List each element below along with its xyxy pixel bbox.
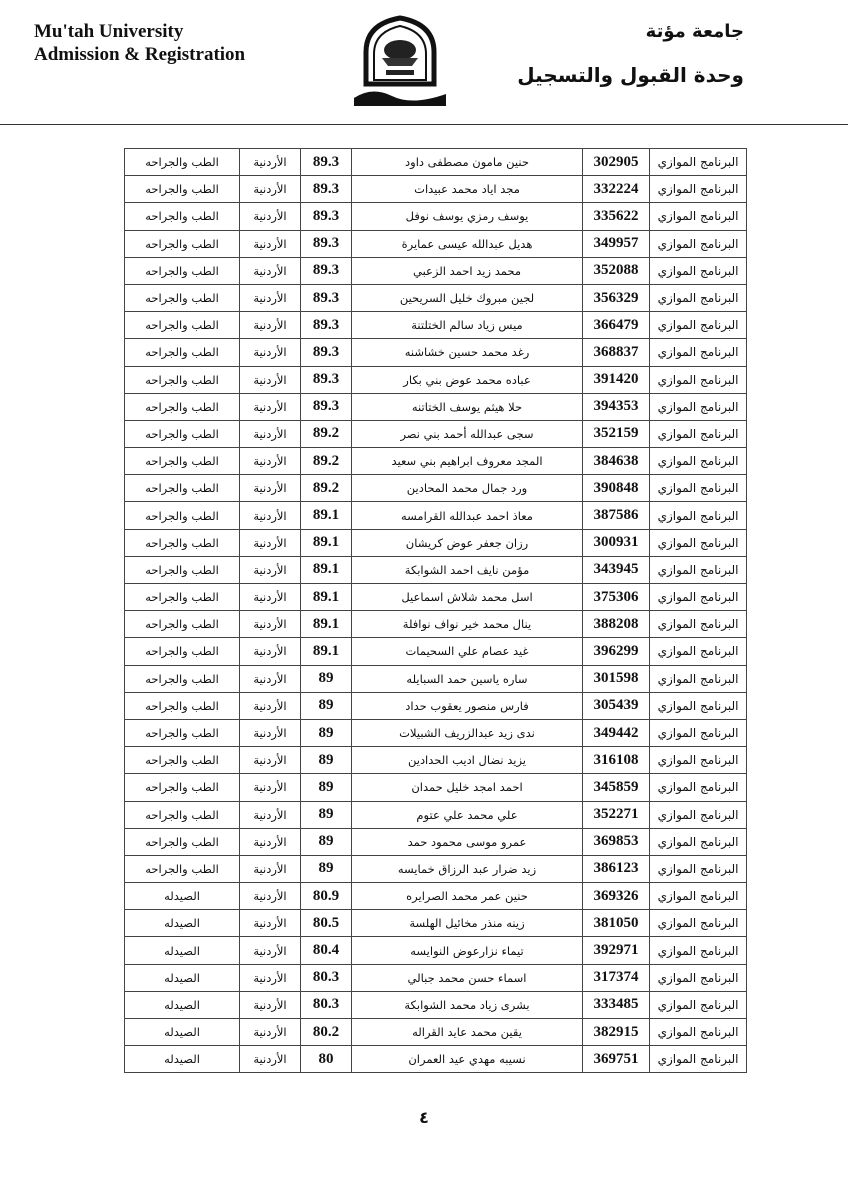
- cell-id: 352271: [583, 801, 650, 828]
- cell-program: البرنامج الموازي: [650, 774, 747, 801]
- cell-name: يقين محمد عايد القراله: [352, 1019, 583, 1046]
- cell-name: نسيبه مهدي عيد العمران: [352, 1046, 583, 1073]
- cell-program: البرنامج الموازي: [650, 203, 747, 230]
- cell-name: زيد ضرار عبد الرزاق خمايسه: [352, 855, 583, 882]
- cell-major: الطب والجراحه: [125, 339, 240, 366]
- cell-id: 392971: [583, 937, 650, 964]
- cell-name: زينه منذر مخائيل الهلسة: [352, 910, 583, 937]
- cell-program: البرنامج الموازي: [650, 366, 747, 393]
- cell-program: البرنامج الموازي: [650, 556, 747, 583]
- cell-name: حنين عمر محمد الصرايره: [352, 883, 583, 910]
- page-number: ٤: [419, 1108, 429, 1127]
- header-english: [34, 20, 245, 66]
- cell-major: الطب والجراحه: [125, 257, 240, 284]
- cell-name: محمد زيد احمد الزعبي: [352, 257, 583, 284]
- cell-major: الصيدله: [125, 991, 240, 1018]
- table-row: [125, 393, 747, 420]
- cell-average: 89.3: [301, 366, 352, 393]
- cell-id: 301598: [583, 665, 650, 692]
- table-row: [125, 1046, 747, 1073]
- cell-id: 390848: [583, 475, 650, 502]
- cell-program: البرنامج الموازي: [650, 284, 747, 311]
- cell-major: الصيدله: [125, 910, 240, 937]
- cell-nationality: الأردنية: [240, 692, 301, 719]
- unit-name-ar: وحدة القبول والتسجيل: [517, 63, 744, 87]
- cell-program: البرنامج الموازي: [650, 747, 747, 774]
- table-row: [125, 611, 747, 638]
- cell-id: 352088: [583, 257, 650, 284]
- cell-program: البرنامج الموازي: [650, 149, 747, 176]
- table-row: [125, 584, 747, 611]
- cell-name: اسماء حسن محمد جبالي: [352, 964, 583, 991]
- table-row: [125, 257, 747, 284]
- university-logo: [352, 14, 448, 114]
- cell-id: 387586: [583, 502, 650, 529]
- cell-name: ميس زياد سالم الختلتنة: [352, 312, 583, 339]
- cell-id: 368837: [583, 339, 650, 366]
- table-row: [125, 692, 747, 719]
- cell-id: 384638: [583, 448, 650, 475]
- cell-id: 369326: [583, 883, 650, 910]
- cell-id: 396299: [583, 638, 650, 665]
- cell-program: البرنامج الموازي: [650, 964, 747, 991]
- cell-nationality: الأردنية: [240, 284, 301, 311]
- cell-nationality: الأردنية: [240, 1046, 301, 1073]
- cell-name: غيد عصام علي السحيمات: [352, 638, 583, 665]
- cell-program: البرنامج الموازي: [650, 584, 747, 611]
- admission-table: [124, 148, 747, 1073]
- cell-name: حنين مامون مصطفى داود: [352, 149, 583, 176]
- cell-major: الطب والجراحه: [125, 719, 240, 746]
- cell-program: البرنامج الموازي: [650, 719, 747, 746]
- cell-program: البرنامج الموازي: [650, 665, 747, 692]
- header-divider: [0, 124, 848, 125]
- cell-nationality: الأردنية: [240, 828, 301, 855]
- table-row: [125, 774, 747, 801]
- cell-program: البرنامج الموازي: [650, 692, 747, 719]
- cell-nationality: الأردنية: [240, 529, 301, 556]
- cell-program: البرنامج الموازي: [650, 475, 747, 502]
- cell-name: فارس منصور يعقوب حداد: [352, 692, 583, 719]
- university-name-en: Mu'tah University: [34, 21, 184, 42]
- cell-major: الصيدله: [125, 1019, 240, 1046]
- cell-nationality: الأردنية: [240, 230, 301, 257]
- unit-name-en: Admission & Registration: [34, 44, 246, 65]
- cell-major: الطب والجراحه: [125, 529, 240, 556]
- cell-major: الصيدله: [125, 883, 240, 910]
- cell-major: الطب والجراحه: [125, 638, 240, 665]
- cell-id: 352159: [583, 420, 650, 447]
- cell-id: 369751: [583, 1046, 650, 1073]
- table-row: [125, 883, 747, 910]
- cell-program: البرنامج الموازي: [650, 937, 747, 964]
- cell-average: 89.3: [301, 339, 352, 366]
- cell-average: 89: [301, 747, 352, 774]
- table-row: [125, 502, 747, 529]
- cell-id: 317374: [583, 964, 650, 991]
- table-row: [125, 964, 747, 991]
- cell-name: عمرو موسى محمود حمد: [352, 828, 583, 855]
- cell-nationality: الأردنية: [240, 448, 301, 475]
- cell-nationality: الأردنية: [240, 937, 301, 964]
- table-row: [125, 284, 747, 311]
- cell-major: الطب والجراحه: [125, 665, 240, 692]
- cell-nationality: الأردنية: [240, 584, 301, 611]
- cell-program: البرنامج الموازي: [650, 1019, 747, 1046]
- cell-average: 89.3: [301, 284, 352, 311]
- cell-nationality: الأردنية: [240, 719, 301, 746]
- cell-id: 366479: [583, 312, 650, 339]
- cell-name: عباده محمد عوض بني بكار: [352, 366, 583, 393]
- cell-name: بشرى زياد محمد الشوابكة: [352, 991, 583, 1018]
- cell-major: الطب والجراحه: [125, 203, 240, 230]
- table-row: [125, 448, 747, 475]
- cell-name: احمد امجد خليل حمدان: [352, 774, 583, 801]
- cell-average: 89.3: [301, 393, 352, 420]
- cell-id: 300931: [583, 529, 650, 556]
- cell-average: 80: [301, 1046, 352, 1073]
- cell-program: البرنامج الموازي: [650, 312, 747, 339]
- cell-id: 349442: [583, 719, 650, 746]
- table-row: [125, 665, 747, 692]
- cell-major: الطب والجراحه: [125, 420, 240, 447]
- cell-nationality: الأردنية: [240, 611, 301, 638]
- cell-program: البرنامج الموازي: [650, 339, 747, 366]
- cell-average: 89.3: [301, 176, 352, 203]
- table-row: [125, 910, 747, 937]
- cell-average: 80.3: [301, 964, 352, 991]
- table-row: [125, 991, 747, 1018]
- cell-nationality: الأردنية: [240, 801, 301, 828]
- cell-name: لجين مبروك خليل السريحين: [352, 284, 583, 311]
- cell-name: ورد جمال محمد المحادين: [352, 475, 583, 502]
- cell-name: ساره ياسين حمد السبايله: [352, 665, 583, 692]
- cell-name: حلا هيثم يوسف الختاتنه: [352, 393, 583, 420]
- table-row: [125, 855, 747, 882]
- cell-average: 89.2: [301, 420, 352, 447]
- cell-id: 349957: [583, 230, 650, 257]
- cell-nationality: الأردنية: [240, 774, 301, 801]
- table-row: [125, 638, 747, 665]
- cell-id: 388208: [583, 611, 650, 638]
- cell-name: علي محمد علي عتوم: [352, 801, 583, 828]
- cell-name: رزان جعفر عوض كريشان: [352, 529, 583, 556]
- cell-average: 80.3: [301, 991, 352, 1018]
- cell-major: الصيدله: [125, 937, 240, 964]
- cell-average: 89.2: [301, 475, 352, 502]
- cell-program: البرنامج الموازي: [650, 420, 747, 447]
- cell-id: 369853: [583, 828, 650, 855]
- cell-average: 89: [301, 774, 352, 801]
- cell-id: 343945: [583, 556, 650, 583]
- cell-name: يزيد نضال اديب الحدادين: [352, 747, 583, 774]
- cell-nationality: الأردنية: [240, 556, 301, 583]
- cell-average: 89: [301, 719, 352, 746]
- cell-name: سجى عبدالله أحمد بني نصر: [352, 420, 583, 447]
- admission-table-body: [125, 149, 747, 1073]
- cell-nationality: الأردنية: [240, 665, 301, 692]
- university-name-ar: جامعة مؤتة: [645, 21, 744, 42]
- cell-id: 381050: [583, 910, 650, 937]
- table-row: [125, 339, 747, 366]
- table-row: [125, 801, 747, 828]
- cell-program: البرنامج الموازي: [650, 393, 747, 420]
- cell-major: الطب والجراحه: [125, 747, 240, 774]
- table-row: [125, 1019, 747, 1046]
- cell-major: الطب والجراحه: [125, 230, 240, 257]
- cell-nationality: الأردنية: [240, 420, 301, 447]
- cell-nationality: الأردنية: [240, 366, 301, 393]
- cell-nationality: الأردنية: [240, 747, 301, 774]
- cell-nationality: الأردنية: [240, 257, 301, 284]
- cell-program: البرنامج الموازي: [650, 638, 747, 665]
- cell-average: 89: [301, 828, 352, 855]
- cell-nationality: الأردنية: [240, 991, 301, 1018]
- cell-nationality: الأردنية: [240, 339, 301, 366]
- table-row: [125, 719, 747, 746]
- cell-program: البرنامج الموازي: [650, 855, 747, 882]
- cell-major: الطب والجراحه: [125, 584, 240, 611]
- cell-id: 316108: [583, 747, 650, 774]
- cell-program: البرنامج الموازي: [650, 801, 747, 828]
- cell-id: 382915: [583, 1019, 650, 1046]
- cell-major: الطب والجراحه: [125, 284, 240, 311]
- cell-average: 89.1: [301, 584, 352, 611]
- cell-id: 345859: [583, 774, 650, 801]
- cell-nationality: الأردنية: [240, 502, 301, 529]
- cell-average: 89.3: [301, 149, 352, 176]
- table-row: [125, 475, 747, 502]
- cell-major: الطب والجراحه: [125, 692, 240, 719]
- cell-major: الطب والجراحه: [125, 366, 240, 393]
- cell-average: 80.4: [301, 937, 352, 964]
- cell-name: هديل عبدالله عيسى عمايرة: [352, 230, 583, 257]
- cell-major: الطب والجراحه: [125, 502, 240, 529]
- cell-major: الطب والجراحه: [125, 312, 240, 339]
- cell-program: البرنامج الموازي: [650, 176, 747, 203]
- cell-program: البرنامج الموازي: [650, 257, 747, 284]
- cell-major: الصيدله: [125, 964, 240, 991]
- cell-id: 386123: [583, 855, 650, 882]
- cell-average: 89.2: [301, 448, 352, 475]
- cell-id: 302905: [583, 149, 650, 176]
- cell-average: 89.1: [301, 611, 352, 638]
- cell-name: اسل محمد شلاش اسماعيل: [352, 584, 583, 611]
- cell-nationality: الأردنية: [240, 1019, 301, 1046]
- cell-average: 89.3: [301, 203, 352, 230]
- cell-nationality: الأردنية: [240, 638, 301, 665]
- cell-id: 375306: [583, 584, 650, 611]
- cell-major: الطب والجراحه: [125, 176, 240, 203]
- cell-average: 89.3: [301, 257, 352, 284]
- cell-average: 80.5: [301, 910, 352, 937]
- table-row: [125, 420, 747, 447]
- cell-major: الطب والجراحه: [125, 556, 240, 583]
- cell-average: 89.1: [301, 529, 352, 556]
- cell-major: الطب والجراحه: [125, 611, 240, 638]
- cell-average: 89.1: [301, 556, 352, 583]
- table-row: [125, 176, 747, 203]
- cell-program: البرنامج الموازي: [650, 883, 747, 910]
- cell-program: البرنامج الموازي: [650, 828, 747, 855]
- cell-average: 89: [301, 801, 352, 828]
- cell-major: الطب والجراحه: [125, 149, 240, 176]
- cell-nationality: الأردنية: [240, 964, 301, 991]
- cell-major: الطب والجراحه: [125, 393, 240, 420]
- cell-id: 394353: [583, 393, 650, 420]
- cell-program: البرنامج الموازي: [650, 529, 747, 556]
- cell-program: البرنامج الموازي: [650, 991, 747, 1018]
- cell-major: الطب والجراحه: [125, 448, 240, 475]
- cell-major: الطب والجراحه: [125, 828, 240, 855]
- table-row: [125, 529, 747, 556]
- cell-nationality: الأردنية: [240, 176, 301, 203]
- cell-major: الطب والجراحه: [125, 801, 240, 828]
- cell-program: البرنامج الموازي: [650, 611, 747, 638]
- cell-name: تيماء نزارعوض النوايسه: [352, 937, 583, 964]
- cell-major: الطب والجراحه: [125, 855, 240, 882]
- cell-name: معاذ احمد عبدالله القرامسه: [352, 502, 583, 529]
- cell-average: 89: [301, 665, 352, 692]
- header-arabic: [517, 18, 744, 90]
- cell-average: 80.9: [301, 883, 352, 910]
- cell-average: 89.3: [301, 230, 352, 257]
- cell-nationality: الأردنية: [240, 475, 301, 502]
- cell-id: 356329: [583, 284, 650, 311]
- cell-id: 335622: [583, 203, 650, 230]
- cell-program: البرنامج الموازي: [650, 1046, 747, 1073]
- cell-nationality: الأردنية: [240, 312, 301, 339]
- cell-average: 89.1: [301, 502, 352, 529]
- cell-average: 89: [301, 855, 352, 882]
- cell-id: 332224: [583, 176, 650, 203]
- cell-name: ينال محمد خير نواف نوافلة: [352, 611, 583, 638]
- cell-name: مؤمن نايف احمد الشوابكة: [352, 556, 583, 583]
- cell-major: الطب والجراحه: [125, 475, 240, 502]
- cell-name: ندى زيد عبدالزريف الشبيلات: [352, 719, 583, 746]
- cell-name: مجد اياد محمد عبيدات: [352, 176, 583, 203]
- cell-average: 89.1: [301, 638, 352, 665]
- table-row: [125, 937, 747, 964]
- table-row: [125, 203, 747, 230]
- cell-program: البرنامج الموازي: [650, 502, 747, 529]
- table-row: [125, 230, 747, 257]
- cell-average: 89: [301, 692, 352, 719]
- cell-major: الطب والجراحه: [125, 774, 240, 801]
- cell-name: يوسف رمزي يوسف نوفل: [352, 203, 583, 230]
- cell-name: رغد محمد حسين خشاشنه: [352, 339, 583, 366]
- table-row: [125, 366, 747, 393]
- cell-average: 80.2: [301, 1019, 352, 1046]
- cell-id: 333485: [583, 991, 650, 1018]
- table-row: [125, 747, 747, 774]
- table-row: [125, 312, 747, 339]
- cell-program: البرنامج الموازي: [650, 910, 747, 937]
- cell-nationality: الأردنية: [240, 855, 301, 882]
- table-row: [125, 149, 747, 176]
- cell-nationality: الأردنية: [240, 149, 301, 176]
- cell-program: البرنامج الموازي: [650, 230, 747, 257]
- cell-program: البرنامج الموازي: [650, 448, 747, 475]
- table-row: [125, 556, 747, 583]
- cell-id: 305439: [583, 692, 650, 719]
- cell-id: 391420: [583, 366, 650, 393]
- cell-average: 89.3: [301, 312, 352, 339]
- cell-nationality: الأردنية: [240, 203, 301, 230]
- cell-nationality: الأردنية: [240, 910, 301, 937]
- table-row: [125, 828, 747, 855]
- cell-name: المجد معروف ابراهيم بني سعيد: [352, 448, 583, 475]
- cell-major: الصيدله: [125, 1046, 240, 1073]
- cell-nationality: الأردنية: [240, 393, 301, 420]
- cell-nationality: الأردنية: [240, 883, 301, 910]
